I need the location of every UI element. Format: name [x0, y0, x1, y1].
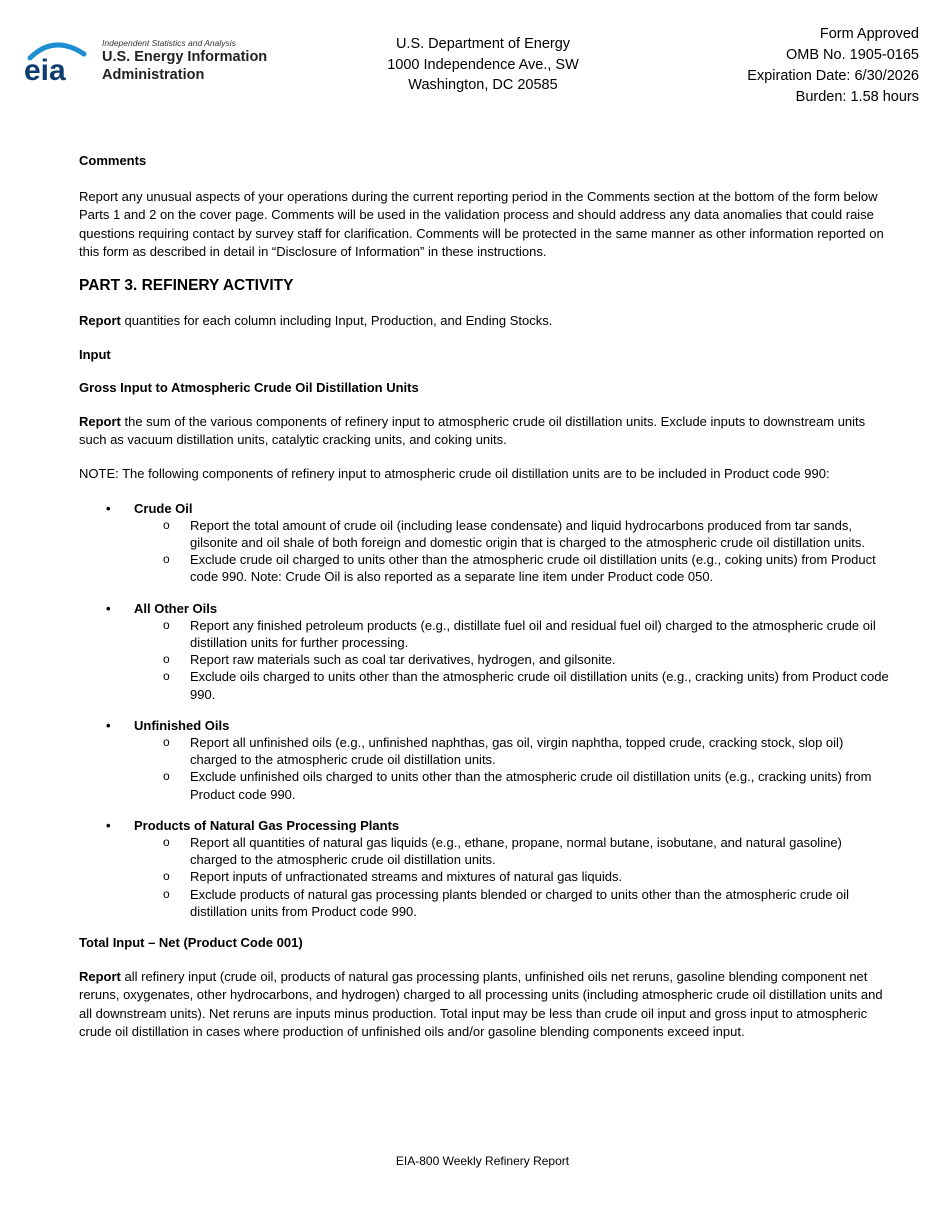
gross-lead: Report: [79, 413, 121, 429]
bullet-crude-oil: [79, 500, 891, 586]
bullet-heading: • All Other Oils: [106, 600, 218, 616]
comments-heading: Comments: [79, 153, 147, 168]
circle-bullet-icon: o: [163, 869, 170, 884]
address-line: U.S. Department of Energy: [395, 36, 571, 52]
logo-tagline: Independent Statistics and Analysis: [102, 38, 236, 48]
report-lead: Report: [79, 312, 121, 328]
bullet-all-other-oils: [79, 600, 891, 703]
address-line: 1000 Independence Ave., SW: [387, 56, 579, 73]
document-body: [79, 152, 891, 1042]
total-text: all refinery input (crude oil, products of natural gas processing plants, unfinished oils net reruns, gasoline blending component net reruns, oxygenates, other hydrocarbons, and hydrogen) charged to all processing units (including atmospheric crude oil distillation units and all downstream units). Net reruns are inputs minus production. Total input may be less than crude oil input and gross input to atmospheric crude oil distillation in cases where production of unfinished oils and/or gasoline blending components exceed input.: [79, 968, 883, 1040]
eia-logo-mark: [24, 36, 94, 86]
total-input-paragraph: [79, 968, 891, 1042]
form-approval-block: [747, 24, 919, 108]
sub-item: o Exclude oils charged to units other than the atmospheric crude oil distillation units (e.g., cracking units) from Product code 990.: [163, 669, 889, 702]
logo-name-line1: U.S. Energy Information: [102, 49, 268, 65]
sub-item: o Report raw materials such as coal tar derivatives, hydrogen, and gilsonite.: [163, 652, 616, 668]
circle-bullet-icon: o: [163, 652, 170, 667]
eia-logo: [24, 36, 294, 86]
approval-line: Burden: 1.58 hours: [795, 89, 919, 105]
note-paragraph: NOTE: The following components of refinery input to atmospheric crude oil distillation units are to be included in Product code 990:: [79, 465, 830, 481]
gross-text: the sum of the various components of refinery input to atmospheric crude oil distillation units. Exclude inputs to downstream units such as vacuum distillation units, catalytic cracking units, and coking units.: [79, 413, 866, 448]
circle-bullet-icon: o: [163, 617, 170, 632]
approval-line: Form Approved: [819, 26, 919, 42]
bullet-unfinished-oils: [79, 717, 891, 803]
bullet-dot-icon: •: [106, 817, 111, 833]
circle-bullet-icon: o: [163, 834, 170, 849]
sub-item: o Exclude products of natural gas processing plants blended or charged to units other than the atmospheric crude oil distillation units from Product code 990.: [163, 886, 850, 919]
page-footer: EIA-800 Weekly Refinery Report: [395, 1154, 570, 1168]
bullet-dot-icon: •: [106, 717, 111, 733]
sub-item: o Exclude crude oil charged to units other than the atmospheric crude oil distillation units (e.g., coking units) from Product code 990. Note: Crude Oil is also reported as a separate line item under Product code 050.: [163, 552, 876, 585]
sub-item: o Report any finished petroleum products (e.g., distillate fuel oil and residual fuel oil) charged to the atmospheric crude oil distillation units for further processing.: [163, 617, 876, 650]
bullet-dot-icon: •: [106, 600, 111, 616]
input-heading: Input: [79, 346, 111, 362]
circle-bullet-icon: o: [163, 552, 170, 567]
circle-bullet-icon: o: [163, 517, 170, 532]
sub-item: o Exclude unfinished oils charged to units other than the atmospheric crude oil distillation units (e.g., cracking units) from Product code 990.: [163, 769, 872, 802]
eia-logo-letters: eia: [24, 54, 66, 86]
bullet-heading: • Unfinished Oils: [106, 717, 230, 733]
bullet-natural-gas-products: [79, 817, 891, 920]
approval-line: OMB No. 1905-0165: [786, 47, 919, 63]
circle-bullet-icon: o: [163, 769, 170, 784]
sub-item: o Report inputs of unfractionated streams and mixtures of natural gas liquids.: [163, 869, 623, 885]
gross-input-paragraph: [79, 413, 891, 450]
department-address: [360, 34, 606, 96]
circle-bullet-icon: o: [163, 734, 170, 749]
circle-bullet-icon: o: [163, 669, 170, 684]
sub-item: o Report all unfinished oils (e.g., unfinished naphthas, gas oil, virgin naphtha, topped crude, cracking stock, slop oil) charged to the atmospheric crude oil distillation units.: [163, 734, 844, 768]
bullet-dot-icon: •: [106, 500, 111, 516]
circle-bullet-icon: o: [163, 886, 170, 901]
part3-report-paragraph: [79, 312, 891, 331]
gross-input-heading: Gross Input to Atmospheric Crude Oil Distillation Units: [79, 380, 419, 396]
approval-line: Expiration Date: 6/30/2026: [747, 68, 919, 84]
bullet-heading: • Products of Natural Gas Processing Plants: [106, 817, 400, 833]
comments-text: Report any unusual aspects of your operations during the current reporting period in the Comments section at the bottom of the form below Parts 1 and 2 on the cover page. Comments will be used in the validation process and should address any data anomalies that could raise questions requiring contact by survey staff for clarification. Comments will be protected in the same manner as other information reported on this form as described in detail in “Disclosure of Information” in these instructions.: [79, 188, 884, 260]
address-line: Washington, DC 20585: [408, 77, 558, 93]
part3-heading: PART 3. REFINERY ACTIVITY: [79, 276, 294, 294]
total-input-heading: Total Input – Net (Product Code 001): [79, 935, 303, 950]
total-lead: Report: [79, 968, 121, 984]
logo-name-line2: Administration: [102, 67, 205, 83]
sub-item: o Report the total amount of crude oil (including lease condensate) and liquid hydrocarbons produced from tar sands, gilsonite and oil shale of both foreign and domestic origin that is charged to the atmospheric crude oil distillation units.: [163, 517, 865, 550]
bullet-heading: • Crude Oil: [106, 500, 193, 516]
sub-item: o Report all quantities of natural gas liquids (e.g., ethane, propane, normal butane, isobutane, and natural gasoline) charged to the atmospheric crude oil distillation units.: [163, 834, 842, 868]
report-text: quantities for each column including Input, Production, and Ending Stocks.: [120, 312, 553, 328]
